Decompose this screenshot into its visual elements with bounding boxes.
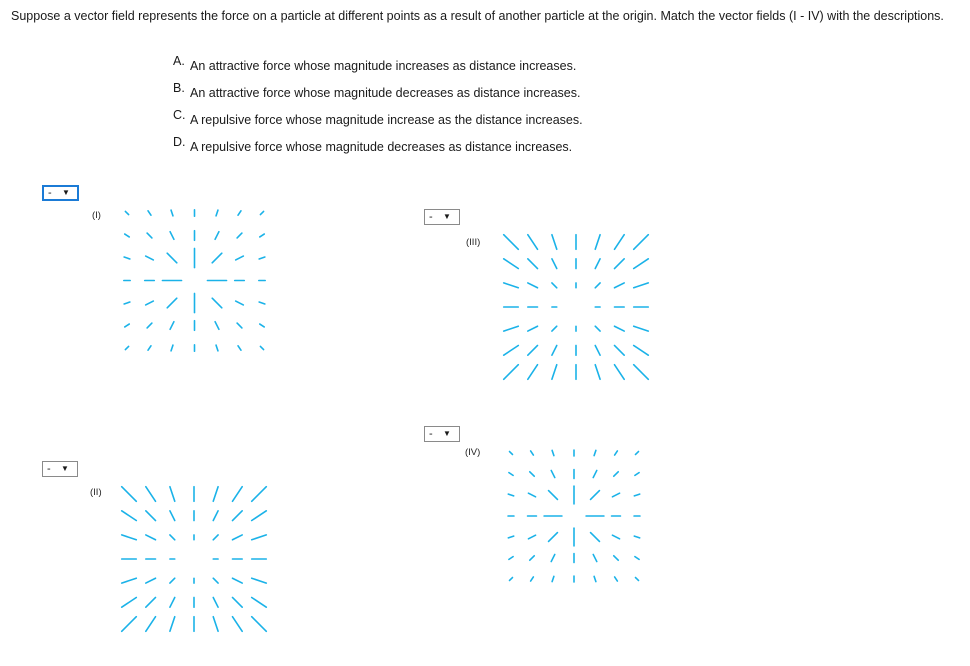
field-arrow bbox=[612, 493, 619, 497]
field-arrow bbox=[237, 233, 242, 238]
field-arrow bbox=[595, 345, 600, 355]
field-arrow bbox=[232, 511, 242, 521]
field-arrow bbox=[212, 298, 222, 308]
field-arrow bbox=[614, 326, 624, 331]
field-iii-select[interactable] bbox=[424, 209, 460, 225]
chevron-down-icon: ▼ bbox=[61, 464, 69, 473]
field-arrow bbox=[252, 597, 267, 607]
field-arrow bbox=[259, 302, 265, 304]
option-b-letter: B. bbox=[173, 81, 185, 95]
field-arrow bbox=[615, 451, 618, 455]
field-arrow bbox=[213, 578, 218, 583]
field-arrow bbox=[635, 473, 639, 476]
field-arrow bbox=[170, 487, 175, 502]
field-iv-select-value: - bbox=[429, 428, 433, 440]
field-arrow bbox=[508, 536, 513, 538]
field-arrow bbox=[213, 597, 218, 607]
field-arrow bbox=[170, 535, 175, 540]
field-arrow bbox=[531, 577, 534, 581]
field-arrow bbox=[170, 597, 175, 607]
field-arrow bbox=[636, 452, 639, 455]
field-iv-plot bbox=[511, 453, 637, 579]
field-arrow bbox=[146, 578, 156, 583]
field-arrow bbox=[504, 345, 519, 355]
field-arrow bbox=[614, 365, 624, 380]
field-arrow bbox=[595, 326, 600, 331]
field-arrow bbox=[552, 235, 557, 250]
field-arrow bbox=[595, 365, 600, 380]
field-arrow bbox=[122, 511, 137, 521]
field-arrow bbox=[170, 578, 175, 583]
option-b-text: An attractive force whose magnitude decreases as distance increases. bbox=[190, 86, 581, 100]
field-arrow bbox=[552, 345, 557, 355]
field-arrow bbox=[614, 283, 624, 288]
field-arrow bbox=[635, 557, 639, 560]
field-ii-plot bbox=[129, 494, 259, 624]
field-arrow bbox=[232, 487, 242, 502]
field-arrow bbox=[146, 487, 156, 502]
field-arrow bbox=[549, 491, 558, 500]
field-arrow bbox=[167, 298, 177, 308]
field-arrow bbox=[122, 617, 137, 632]
question-text: Suppose a vector field represents the force on a particle at different points as a result of another particle at the origin. Match the vector fields (I - IV) with the descriptions. bbox=[11, 9, 944, 23]
field-ii-select-value: - bbox=[47, 463, 51, 475]
field-arrow bbox=[614, 345, 624, 355]
field-i-label: (I) bbox=[92, 210, 101, 221]
field-i-select[interactable] bbox=[42, 185, 79, 201]
field-arrow bbox=[232, 578, 242, 583]
field-arrow bbox=[146, 597, 156, 607]
field-arrow bbox=[216, 210, 218, 216]
field-arrow bbox=[504, 365, 519, 380]
field-arrow bbox=[634, 494, 639, 496]
field-arrow bbox=[252, 511, 267, 521]
field-arrow bbox=[552, 576, 554, 581]
field-arrow bbox=[634, 345, 649, 355]
field-arrow bbox=[125, 324, 129, 327]
field-arrow bbox=[213, 535, 218, 540]
field-arrow bbox=[170, 617, 175, 632]
field-arrow bbox=[504, 235, 519, 250]
field-arrow bbox=[215, 232, 219, 240]
field-arrow bbox=[170, 511, 175, 521]
field-ii-label: (II) bbox=[90, 487, 102, 498]
field-iii-plot bbox=[511, 242, 641, 372]
option-d-text: A repulsive force whose magnitude decreases as distance increases. bbox=[190, 140, 573, 154]
field-arrow bbox=[552, 326, 557, 331]
field-i-select-value: - bbox=[48, 187, 52, 199]
field-arrow bbox=[213, 511, 218, 521]
field-arrow bbox=[125, 211, 128, 214]
field-arrow bbox=[528, 259, 538, 269]
field-arrow bbox=[552, 283, 557, 288]
field-arrow bbox=[551, 470, 555, 477]
field-arrow bbox=[260, 346, 263, 349]
chevron-down-icon: ▼ bbox=[443, 212, 451, 221]
field-arrow bbox=[122, 487, 137, 502]
field-arrow bbox=[634, 235, 649, 250]
field-arrow bbox=[171, 345, 173, 351]
field-arrow bbox=[528, 493, 535, 497]
field-arrow bbox=[634, 326, 649, 331]
field-arrow bbox=[510, 452, 513, 455]
chevron-down-icon: ▼ bbox=[62, 188, 70, 197]
field-arrow bbox=[552, 365, 557, 380]
field-arrow bbox=[146, 256, 154, 260]
field-arrow bbox=[213, 617, 218, 632]
field-arrow bbox=[504, 326, 519, 331]
field-arrow bbox=[591, 533, 600, 542]
field-arrow bbox=[614, 472, 618, 476]
field-arrow bbox=[614, 259, 624, 269]
field-arrow bbox=[615, 577, 618, 581]
field-arrow bbox=[593, 470, 597, 477]
field-arrow bbox=[509, 473, 513, 476]
field-arrow bbox=[146, 511, 156, 521]
option-c-letter: C. bbox=[173, 108, 186, 122]
chevron-down-icon: ▼ bbox=[443, 429, 451, 438]
field-arrow bbox=[171, 210, 173, 216]
field-arrow bbox=[252, 617, 267, 632]
field-arrow bbox=[552, 259, 557, 269]
field-arrow bbox=[614, 556, 618, 560]
field-iv-select[interactable] bbox=[424, 426, 460, 442]
field-arrow bbox=[167, 253, 177, 263]
field-arrow bbox=[146, 617, 156, 632]
field-arrow bbox=[528, 283, 538, 288]
field-arrow bbox=[528, 235, 538, 250]
field-arrow bbox=[595, 259, 600, 269]
field-iii-label: (III) bbox=[466, 237, 481, 248]
option-c-text: A repulsive force whose magnitude increase as the distance increases. bbox=[190, 113, 583, 127]
field-arrow bbox=[594, 576, 596, 581]
field-arrow bbox=[147, 233, 152, 238]
field-arrow bbox=[530, 472, 534, 476]
field-arrow bbox=[170, 232, 174, 240]
field-arrow bbox=[170, 322, 174, 330]
field-arrow bbox=[260, 324, 264, 327]
field-arrow bbox=[236, 256, 244, 260]
field-arrow bbox=[260, 234, 264, 237]
field-arrow bbox=[614, 235, 624, 250]
field-arrow bbox=[148, 211, 151, 215]
field-arrow bbox=[636, 578, 639, 581]
field-arrow bbox=[215, 322, 219, 330]
field-arrow bbox=[259, 257, 265, 259]
field-arrow bbox=[252, 535, 267, 540]
field-arrow bbox=[591, 491, 600, 500]
field-arrow bbox=[594, 450, 596, 455]
field-arrow bbox=[238, 211, 241, 215]
field-arrow bbox=[147, 323, 152, 328]
field-arrow bbox=[122, 578, 137, 583]
field-arrow bbox=[122, 597, 137, 607]
field-arrow bbox=[504, 283, 519, 288]
field-arrow bbox=[236, 301, 244, 305]
field-arrow bbox=[552, 450, 554, 455]
field-arrow bbox=[504, 259, 519, 269]
field-arrow bbox=[595, 235, 600, 250]
field-arrow bbox=[528, 365, 538, 380]
field-arrow bbox=[612, 535, 619, 539]
field-arrow bbox=[212, 253, 222, 263]
field-arrow bbox=[593, 554, 597, 561]
field-arrow bbox=[634, 283, 649, 288]
field-arrow bbox=[232, 617, 242, 632]
field-arrow bbox=[124, 257, 130, 259]
field-arrow bbox=[528, 535, 535, 539]
field-i-plot bbox=[127, 213, 262, 348]
field-arrow bbox=[125, 346, 128, 349]
option-a-text: An attractive force whose magnitude increases as distance increases. bbox=[190, 59, 577, 73]
option-d-letter: D. bbox=[173, 135, 186, 149]
field-arrow bbox=[551, 554, 555, 561]
field-arrow bbox=[528, 326, 538, 331]
field-arrow bbox=[238, 346, 241, 350]
field-arrow bbox=[237, 323, 242, 328]
field-arrow bbox=[232, 597, 242, 607]
field-arrow bbox=[213, 487, 218, 502]
field-arrow bbox=[122, 535, 137, 540]
field-arrow bbox=[549, 533, 558, 542]
field-arrow bbox=[146, 301, 154, 305]
field-arrow bbox=[528, 345, 538, 355]
field-arrow bbox=[216, 345, 218, 351]
field-arrow bbox=[148, 346, 151, 350]
field-arrow bbox=[595, 283, 600, 288]
field-arrow bbox=[260, 211, 263, 214]
field-arrow bbox=[125, 234, 129, 237]
field-arrow bbox=[232, 535, 242, 540]
field-arrow bbox=[510, 578, 513, 581]
field-iv-label: (IV) bbox=[465, 447, 481, 458]
field-arrow bbox=[252, 487, 267, 502]
field-arrow bbox=[634, 536, 639, 538]
option-a-letter: A. bbox=[173, 54, 185, 68]
field-arrow bbox=[634, 259, 649, 269]
field-arrow bbox=[531, 451, 534, 455]
field-iii-select-value: - bbox=[429, 211, 433, 223]
field-arrow bbox=[252, 578, 267, 583]
field-arrow bbox=[530, 556, 534, 560]
field-arrow bbox=[509, 557, 513, 560]
field-arrow bbox=[124, 302, 130, 304]
field-arrow bbox=[508, 494, 513, 496]
field-arrow bbox=[634, 365, 649, 380]
field-ii-select[interactable] bbox=[42, 461, 78, 477]
field-arrow bbox=[146, 535, 156, 540]
